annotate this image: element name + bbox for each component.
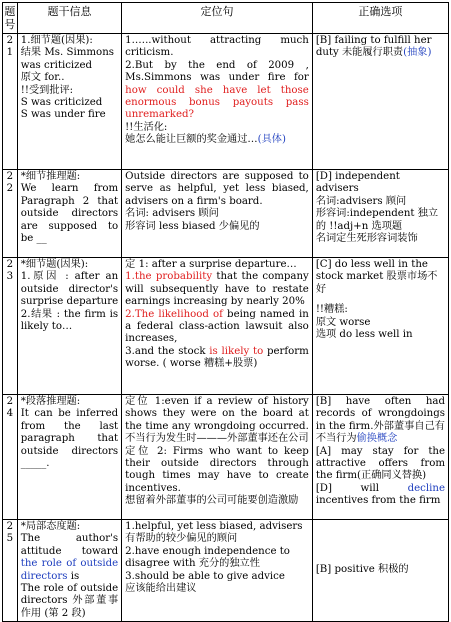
table-row [3, 34, 449, 170]
highlight-blue: the role of outside directors [20, 558, 119, 582]
info-line [21, 533, 118, 583]
locator-line: Outside directors are supposed to serve as helpful, yet less biased, advisers on a firm's board. [125, 171, 309, 207]
info-line: 原文 for.. [20, 72, 65, 84]
answer-line [316, 396, 445, 446]
header-row [3, 3, 449, 34]
highlight-red: 2.The likelihood of [125, 308, 223, 320]
locator-sentence [122, 520, 313, 622]
locator-line: 3.should be able to give advice [125, 570, 285, 582]
locator-line: 1.helpful, yet less biased, advisers [125, 521, 303, 532]
answer-line: 选项 do less well in [315, 329, 413, 341]
info-line: !!受到批评: [20, 84, 74, 96]
highlight-blue: decline [407, 482, 445, 494]
info-text: The author's attitude toward [20, 533, 119, 557]
locator-line: 想留着外部董事的公司可能要创造激励 [125, 495, 299, 507]
locator-text: that the company will subsequently have to restate earnings increasing by nearly 20% [125, 271, 309, 308]
info-line: S was criticized [20, 97, 103, 109]
question-analysis-table [2, 2, 449, 622]
locator-sentence [122, 170, 313, 258]
locator-line: 1.…..without attracting much criticism. [125, 35, 309, 59]
question-info [17, 395, 121, 520]
info-line: S was under fire [20, 109, 106, 121]
answer-line: [D] independent advisers [315, 171, 400, 195]
info-line: *细节推理题: [20, 171, 81, 182]
answer-text: [B] have often had records of wrongdoings in the firm.外部董事自己有不当行为 [315, 396, 445, 445]
question-info [17, 34, 121, 170]
table-row [3, 258, 449, 395]
answer-text: [D] will [315, 482, 408, 494]
locator-line [125, 134, 309, 146]
info-line: 2.结果 : the firm is likely to… [20, 308, 119, 333]
question-number: 22 [3, 170, 18, 258]
question-info [17, 170, 121, 258]
info-line: We learn from Paragraph 2 that outside directors are supposed to be __ [20, 183, 119, 245]
locator-line: 有帮助的较少偏见的顾问 [125, 533, 238, 545]
highlight-blue: 偷换概念 [356, 433, 398, 445]
locator-line [125, 60, 309, 122]
header-info: 题干信息 [17, 3, 121, 34]
locator-text: 她怎么能让巨额的奖金通过… [125, 134, 258, 146]
info-line: *段落推理题: [20, 396, 81, 407]
answer-line: [B] positive 积极的 [315, 564, 409, 576]
header-num: 题号 [3, 3, 18, 34]
locator-text: perform worse. ( worse 糟糕+股票) [125, 345, 309, 370]
highlight-blue: (具体) [257, 134, 286, 146]
locator-sentence [122, 34, 313, 170]
correct-answer [312, 170, 448, 258]
highlight-blue: (抽象) [403, 47, 432, 59]
locator-text: 3.and the stock [125, 345, 210, 357]
highlight-red: how could she have let those enormous bonus payouts pass unremarked? [125, 84, 309, 121]
locator-line: 名词: advisers 顾问 [125, 208, 219, 220]
locator-line: 定位 2: Firms who want to keep their outside directors through tough times may have to create incentives. [125, 445, 309, 494]
answer-line: 名词:advisers 顾问 [315, 195, 407, 207]
correct-answer [312, 395, 448, 520]
locator-line: 定位 1:even if a review of history shows they were on the board at the time any wrongdoing occurred.不当行为发生时———外部董事还在公司 [125, 396, 309, 445]
question-number: 24 [3, 395, 18, 520]
info-text: is [67, 570, 80, 582]
question-info [17, 520, 121, 622]
table-row [3, 520, 449, 622]
answer-line: 名词定生死形容词装饰 [315, 233, 418, 245]
highlight-red: is likely to [209, 345, 264, 357]
table-row [3, 395, 449, 520]
locator-line: 2.have enough independence to disagree with 充分的独立性 [125, 545, 290, 570]
locator-line: 形容词 less biased 少偏见的 [125, 220, 260, 232]
locator-line [125, 309, 309, 346]
answer-text: incentives from the firm [315, 495, 441, 507]
info-line: *局部态度题: [20, 521, 81, 532]
question-number: 21 [3, 34, 18, 170]
question-number: 23 [3, 258, 18, 395]
info-line: It can be inferred from the last paragraph that outside directors _____. [20, 408, 119, 470]
locator-line: !!生活化: [125, 121, 168, 133]
table-row [3, 170, 449, 258]
correct-answer [312, 520, 448, 622]
info-line: *细节题(因果): [20, 259, 89, 270]
info-line: 1.原因 : after an outside director's surprise departure [20, 271, 119, 308]
answer-line [316, 483, 445, 508]
locator-line [125, 271, 309, 308]
locator-sentence [122, 395, 313, 520]
answer-line: !!糟糕: [315, 304, 348, 316]
answer-line: [A] may stay for the attractive offers from the firm(正确同义替换) [315, 445, 445, 482]
answer-line: 原文 worse [315, 316, 371, 328]
header-answer: 正确选项 [312, 3, 448, 34]
header-locator: 定位句 [122, 3, 313, 34]
info-line: 1.细节题(因果): [20, 35, 93, 46]
correct-answer [312, 34, 448, 170]
info-line: The role of outside directors 外部董事作用 (第 2 段) [20, 583, 119, 619]
answer-text: [B] failing to fulfill her duty 未能履行职责 [315, 35, 432, 59]
question-number: 25 [3, 520, 18, 622]
info-line: 结果 Ms. Simmons was criticized [20, 47, 114, 71]
locator-sentence [122, 258, 313, 395]
highlight-red: 1.the probability [125, 271, 213, 283]
question-info [17, 258, 121, 395]
answer-line: 形容词:independent 独立的 !!adj+n 选项题 [315, 208, 439, 232]
locator-line: 定 1: after a surprise departure… [125, 259, 297, 270]
answer-line: [C] do less well in the stock market 股票市场不好 [315, 259, 438, 295]
locator-text: 2.But by the end of 2009 , Ms.Simmons was under fire for [125, 59, 309, 84]
locator-text: being named in a federal class-action lawsuit also increases, [125, 308, 309, 345]
answer-line [316, 35, 445, 60]
locator-line: 应该能给出建议 [125, 583, 197, 595]
locator-line [125, 346, 309, 371]
correct-answer [312, 258, 448, 395]
